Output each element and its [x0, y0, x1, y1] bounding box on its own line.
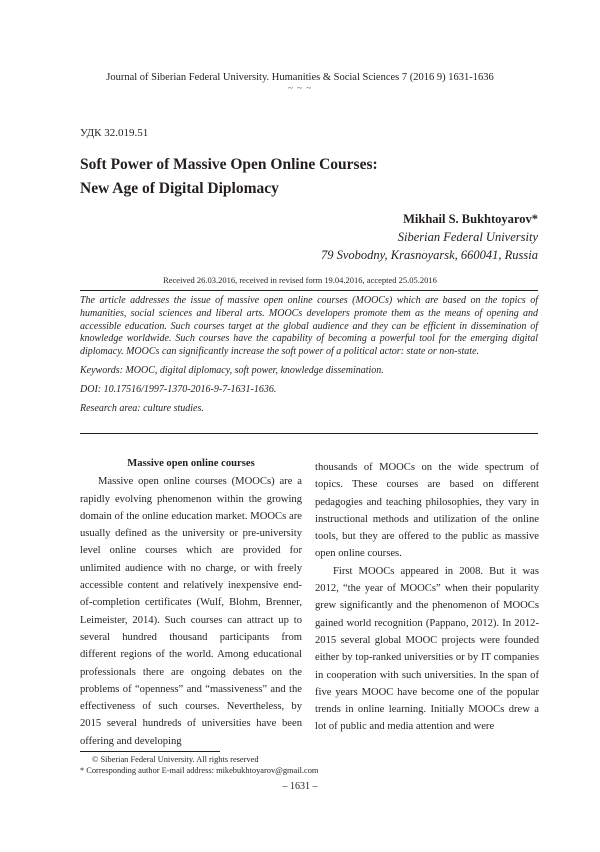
body-paragraph: thousands of MOOCs on the wide spectrum of topics. These courses are based on different pedagogies and teaching philosophies, they vary in instructional methods and utilization of the online tools, but they are offered to the public as massive open online courses. [315, 462, 539, 560]
author-block [321, 210, 538, 264]
page-number: – 1631 – [282, 781, 318, 792]
footnote-rule [80, 751, 220, 752]
abstract-bottom-rule [80, 433, 538, 434]
doi: DOI: 10.17516/1997-1370-2016-9-7-1631-1636. [80, 383, 277, 395]
research-area: Research area: culture studies. [80, 402, 204, 414]
copyright-footnote: © Siberian Federal University. All rights reserved [92, 755, 259, 764]
received-dates: Received 26.03.2016, received in revised form 19.04.2016, accepted 25.05.2016 [163, 275, 437, 285]
section-heading: Massive open online courses [127, 458, 255, 469]
title-line-2: New Age of Digital Diplomacy [80, 180, 279, 197]
journal-header: Journal of Siberian Federal University. Humanities & Social Sciences 7 (2016 9) 1631-1636 [106, 72, 494, 83]
body-paragraph: Massive open online courses (MOOCs) are a rapidly evolving phenomenon within the growing domain of the online education market. MOOCs are usually defined as the university or pre-university level online courses which are provided for unlimited audience with no charge, or with freely accessible content and relatively inexpensive end-of-completion certificates (Wulf, Blohm, Brenner, Leimeister, 2014). Such courses can attract up to several hundred thousand participants from different regions of the world. Among educational professionals there are ongoing debates on the problems of “openness” and “massiveness” and the effectiveness of such courses. Nevertheless, by 2015 several hundreds of universities have been offering and developing [80, 476, 302, 747]
title-line-1: Soft Power of Massive Open Online Courses: [80, 156, 378, 173]
header-separator: ~ ~ ~ [287, 83, 313, 93]
abstract-block [80, 295, 538, 415]
udk-code: УДК 32.019.51 [80, 127, 149, 139]
author-address: 79 Svobodny, Krasnoyarsk, 660041, Russia [320, 248, 538, 262]
abstract-top-rule [80, 290, 538, 291]
keywords: Keywords: MOOC, digital diplomacy, soft power, knowledge dissemination. [80, 364, 384, 376]
corresponding-author-footnote: * Corresponding author E-mail address: mikebukhtoyarov@gmail.com [80, 766, 319, 775]
article-title [80, 153, 378, 201]
author-affiliation: Siberian Federal University [397, 230, 538, 244]
body-paragraph: First MOOCs appeared in 2008. But it was 2012, “the year of MOOCs” when their popularity grew significantly and the phenomenon of MOOCs gained world recognition (Pappano, 2012). In 2012-2015 several global MOOC projects were founded either by top-ranked universities or by IT companies in cooperation with such universities. In the span of five years MOOC have become one of the popular trends in online learning. Initially MOOCs drew a lot of public and media attention and were [315, 565, 539, 733]
body-column-right [315, 459, 539, 736]
body-column-left [80, 455, 302, 750]
abstract-text: The article addresses the issue of massive open online courses (MOOCs) which are based on the topics of humanities, social sciences and liberal arts. MOOCs developers promote them as the means of opening and accessible education. Such courses target at the global audience and they can be efficient in dissemination of knowledge worldwide. Such courses have the capability of becoming a powerful tool for the emerging digital diplomacy. MOOCs can significantly increase the soft power of a political actor: state or non-state. [80, 295, 538, 358]
author-name: Mikhail S. Bukhtoyarov* [403, 212, 538, 226]
